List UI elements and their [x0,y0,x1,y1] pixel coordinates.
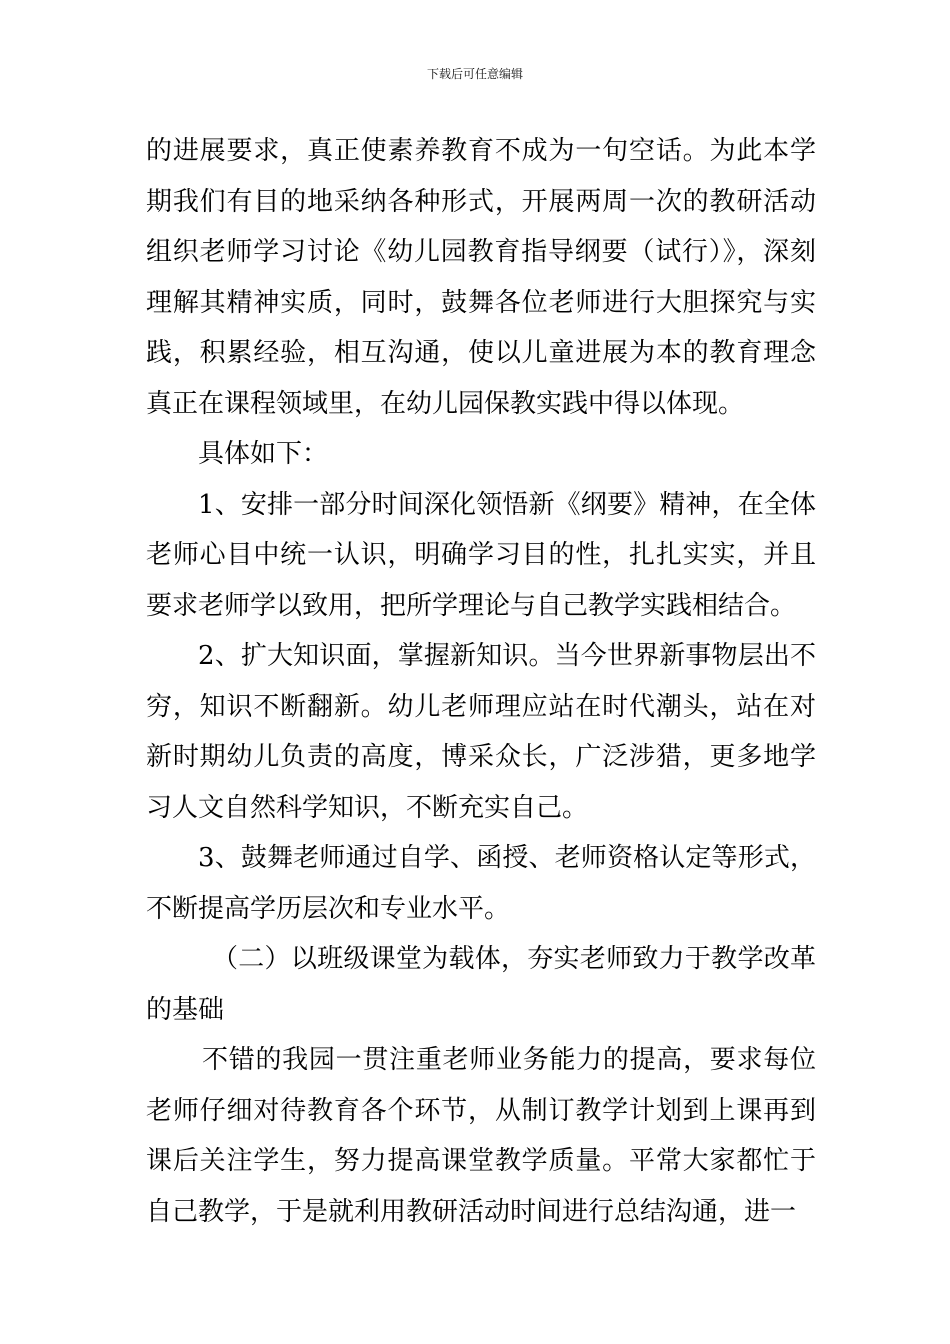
paragraph-section-2: 不错的我园一贯注重老师业务能力的提高，要求每位老师仔细对待教育各个环节，从制订教学计划到上课再到课后关注学生，努力提高课堂教学质量。平常大家都忙于自己教学，于是就利用教研活动时间进行总结沟通，进一 [146,1045,816,1227]
page-header: 下载后可任意编辑 [426,67,523,81]
section-heading-2: （二）以班级课堂为载体，夯实老师致力于教学改革的基础 [146,944,816,1025]
body-text [146,126,816,1237]
paragraph-specifics-heading: 具体如下： [198,439,329,469]
paragraph-item-1: 1、安排一部分时间深化领悟新《纲要》精神，在全体老师心目中统一认识，明确学习目的性，扎扎实实，并且要求老师学以致用，把所学理论与自己教学实践相结合。 [146,489,816,621]
paragraph-item-2: 2、扩大知识面，掌握新知识。当今世界新事物层出不穷，知识不断翻新。幼儿老师理应站在时代潮头，站在对新时期幼儿负责的高度，博采众长，广泛涉猎，更多地学习人文自然科学知识，不断充实自己。 [146,641,816,823]
paragraph-intro: 的进展要求，真正使素养教育不成为一句空话。为此本学期我们有目的地采纳各种形式，开展两周一次的教研活动组织老师学习讨论《幼儿园教育指导纲要（试行）》，深刻理解其精神实质，同时，鼓舞各位老师进行大胆探究与实践，积累经验，相互沟通，使以儿童进展为本的教育理念真正在课程领域里，在幼儿园保教实践中得以体现。 [146,136,816,419]
paragraph-item-3: 3、鼓舞老师通过自学、函授、老师资格认定等形式，不断提高学历层次和专业水平。 [146,843,816,924]
